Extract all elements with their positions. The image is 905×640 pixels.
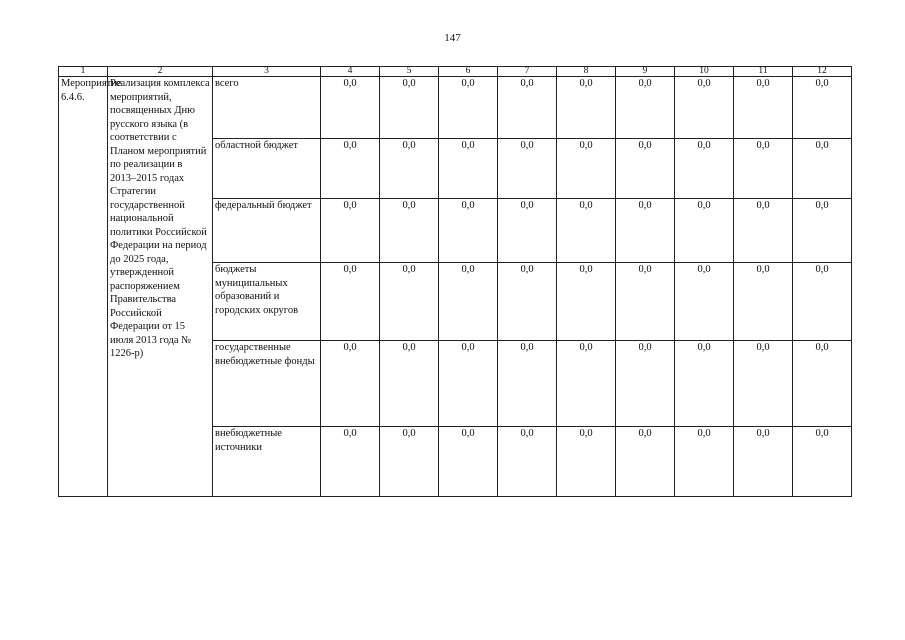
funding-source: федеральный бюджет: [213, 199, 321, 263]
column-number: 5: [380, 67, 439, 77]
table-row: [59, 77, 852, 139]
value-cell: 0,0: [734, 427, 793, 497]
value-cell: 0,0: [321, 199, 380, 263]
value-cell: 0,0: [616, 139, 675, 199]
value-cell: 0,0: [675, 77, 734, 139]
column-number: 12: [793, 67, 852, 77]
measure-id-cell: Мероприятие 6.4.6.: [59, 77, 108, 497]
value-cell: 0,0: [734, 199, 793, 263]
value-cell: 0,0: [439, 139, 498, 199]
value-cell: 0,0: [793, 263, 852, 341]
value-cell: 0,0: [675, 427, 734, 497]
value-cell: 0,0: [793, 341, 852, 427]
value-cell: 0,0: [557, 263, 616, 341]
value-cell: 0,0: [616, 199, 675, 263]
value-cell: 0,0: [557, 139, 616, 199]
column-number: 4: [321, 67, 380, 77]
value-cell: 0,0: [380, 199, 439, 263]
page-number: 147: [444, 32, 461, 44]
value-cell: 0,0: [498, 427, 557, 497]
value-cell: 0,0: [439, 427, 498, 497]
value-cell: 0,0: [321, 263, 380, 341]
value-cell: 0,0: [616, 427, 675, 497]
value-cell: 0,0: [498, 139, 557, 199]
column-number: 8: [557, 67, 616, 77]
value-cell: 0,0: [321, 427, 380, 497]
value-cell: 0,0: [616, 341, 675, 427]
funding-source: областной бюджет: [213, 139, 321, 199]
value-cell: 0,0: [557, 341, 616, 427]
value-cell: 0,0: [321, 341, 380, 427]
value-cell: 0,0: [321, 139, 380, 199]
column-number: 9: [616, 67, 675, 77]
value-cell: 0,0: [793, 199, 852, 263]
value-cell: 0,0: [439, 199, 498, 263]
measure-name-cell: Реализация комплекса мероприятий, посвященных Дню русского языка (в соответствии с Планом мероприятий по реализации в 2013–2015 годах Стратегии государственной национальной политики Российской Федерации на период до 2025 года, утвержденной распоряжением Правительства Российской Федерации от 15 июля 2013 года № 1226-р): [108, 77, 213, 497]
value-cell: 0,0: [380, 77, 439, 139]
value-cell: 0,0: [498, 341, 557, 427]
value-cell: 0,0: [557, 77, 616, 139]
funding-source: государственные внебюджетные фонды: [213, 341, 321, 427]
column-number: 3: [213, 67, 321, 77]
value-cell: 0,0: [380, 263, 439, 341]
value-cell: 0,0: [380, 341, 439, 427]
value-cell: 0,0: [557, 427, 616, 497]
column-number: 1: [59, 67, 108, 77]
column-number: 11: [734, 67, 793, 77]
value-cell: 0,0: [616, 77, 675, 139]
value-cell: 0,0: [498, 199, 557, 263]
value-cell: 0,0: [616, 263, 675, 341]
funding-source: внебюджетные источники: [213, 427, 321, 497]
value-cell: 0,0: [675, 199, 734, 263]
value-cell: 0,0: [734, 139, 793, 199]
value-cell: 0,0: [498, 77, 557, 139]
column-number: 6: [439, 67, 498, 77]
value-cell: 0,0: [793, 139, 852, 199]
funding-table: [58, 66, 852, 497]
value-cell: 0,0: [321, 77, 380, 139]
column-number: 2: [108, 67, 213, 77]
value-cell: 0,0: [793, 77, 852, 139]
value-cell: 0,0: [734, 263, 793, 341]
value-cell: 0,0: [557, 199, 616, 263]
value-cell: 0,0: [439, 263, 498, 341]
column-number: 7: [498, 67, 557, 77]
value-cell: 0,0: [439, 77, 498, 139]
value-cell: 0,0: [498, 263, 557, 341]
value-cell: 0,0: [380, 139, 439, 199]
funding-source: всего: [213, 77, 321, 139]
funding-source: бюджеты муниципальных образований и городских округов: [213, 263, 321, 341]
value-cell: 0,0: [675, 341, 734, 427]
value-cell: 0,0: [675, 263, 734, 341]
value-cell: 0,0: [675, 139, 734, 199]
column-number: 10: [675, 67, 734, 77]
column-number-row: [59, 67, 852, 77]
value-cell: 0,0: [734, 341, 793, 427]
value-cell: 0,0: [734, 77, 793, 139]
value-cell: 0,0: [380, 427, 439, 497]
value-cell: 0,0: [439, 341, 498, 427]
value-cell: 0,0: [793, 427, 852, 497]
